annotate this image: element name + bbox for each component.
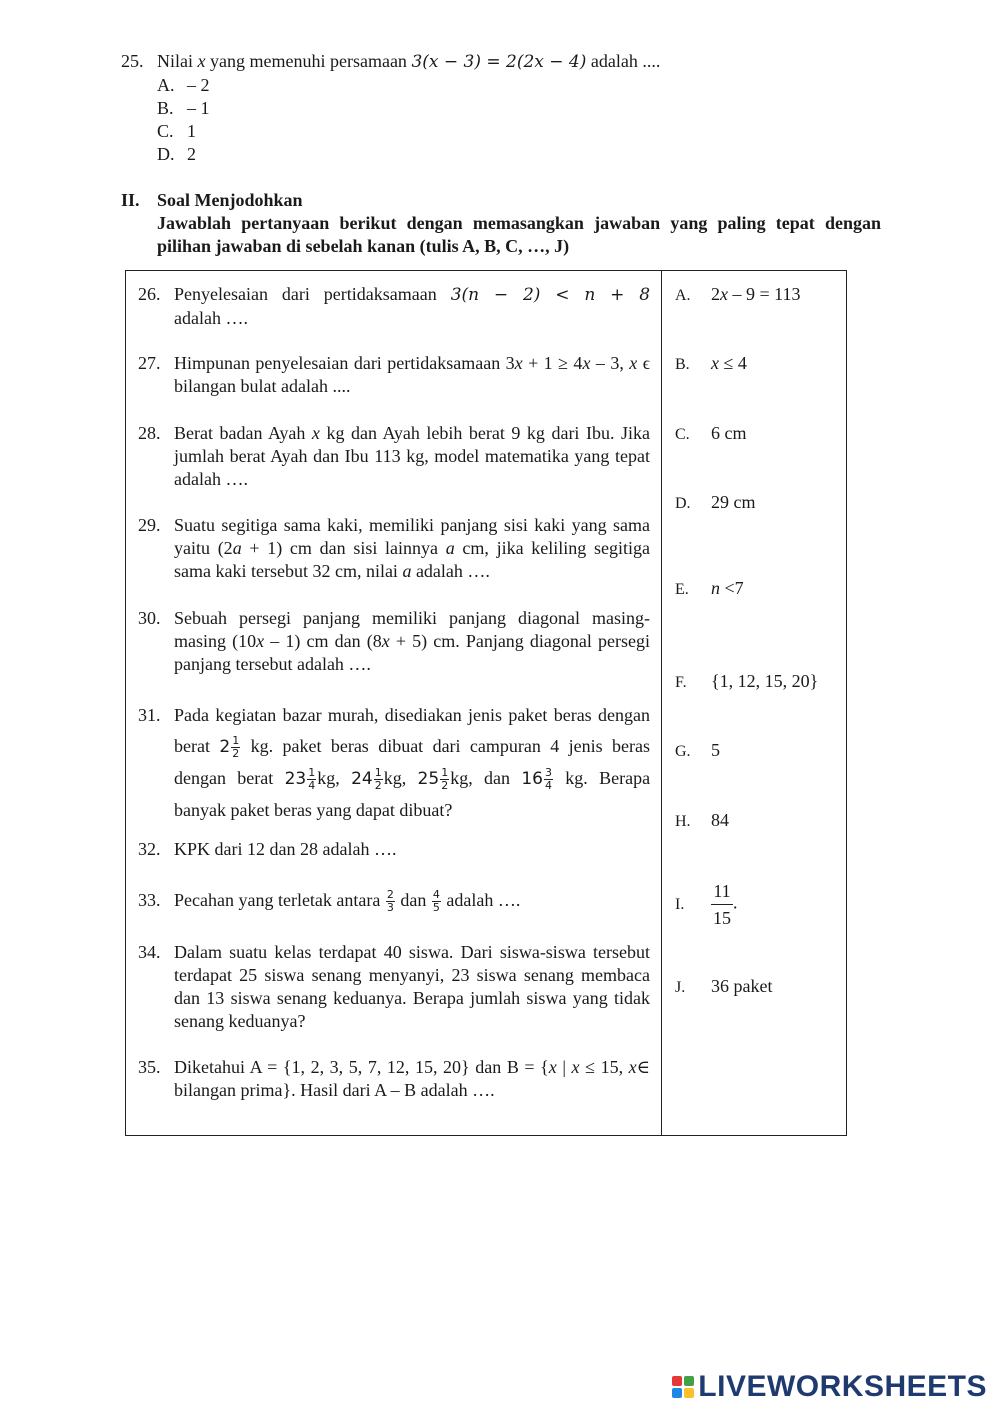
option-b[interactable]: B. – 1 [157,98,210,118]
mixed-fraction: 2 $\frac{1}{2}$ [219,734,240,761]
question-31: 31. Pada kegiatan bazar murah, disediakan jenis paket beras dengan berat 2 $\frac{1}{2}$ kg. paket beras dibuat dari campuran 4 jenis beras dengan berat 23 $\frac{1}{4}$ kg, 24 $\frac{1}{2}$ kg, 25 $\frac{1}{2}$ kg, dan 16 $\frac{3}{4}$ kg. Berapa banyak paket beras yang dapat dibuat? [138,705,651,820]
question-25 [121,50,881,166]
question-35: 35. Diketahui A = {1, 2, 3, 5, 7, 12, 15, 20} dan B = {x | x ≤ 15, x∈ bilangan prima}. Hasil dari A – B adalah …. [138,1057,650,1100]
option-c[interactable]: C. 1 [157,121,196,141]
question-32: 32. KPK dari 12 dan 28 adalah …. [138,839,397,859]
question-25-stem: 25. Nilai x yang memenuhi persamaan 3(x − 3) = 2(2x − 4) adalah .... [121,51,661,72]
answer-h[interactable]: H. 84 [675,810,729,830]
logo-square [672,1388,682,1398]
section-instruction: Jawablah pertanyaan berikut dengan memasangkan jawaban yang paling tepat dengan pilihan jawaban di sebelah kanan (tulis A, B, C, …, J) [157,213,881,256]
answer-j[interactable]: J. 36 paket [675,976,773,996]
table-divider [661,270,662,1136]
answer-a[interactable]: A. 2x – 9 = 113 [675,284,801,304]
mixed-fraction: 16 $\frac{3}{4}$ [521,766,552,793]
question-27: 27. Himpunan penyelesaian dari pertidaksamaan 3x + 1 ≥ 4x – 3, x ϵ bilangan bulat adalah .... [138,353,650,396]
logo-square [684,1388,694,1398]
question-26: 26. Penyelesaian dari pertidaksamaan 3(n − 2) < n + 8 adalah …. [138,284,651,328]
fraction: $\frac{2}{3}$ [386,888,394,915]
logo-mark-icon [672,1376,694,1398]
section-2 [121,189,881,258]
answer-d[interactable]: D. 29 cm [675,492,756,512]
fraction: $\frac{4}{5}$ [432,888,440,915]
inequality: 3(n − 2) < n + 8 [450,285,651,305]
question-29: 29. Suatu segitiga sama kaki, memiliki panjang sisi kaki yang sama yaitu (2a + 1) cm dan sisi lainnya a cm, jika keliling segitiga sama kaki tersebut 32 cm, nilai a adalah …. [138,515,650,581]
logo-square [684,1376,694,1386]
answer-g[interactable]: G. 5 [675,740,720,760]
answer-f[interactable]: F. {1, 12, 15, 20} [675,671,819,691]
question-33: 33. Pecahan yang terletak antara $\frac{2}{3}$ dan $\frac{4}{5}$ adalah …. [138,888,521,915]
equation: 3(x − 3) = 2(2x − 4) [411,52,587,72]
logo-text: LIVEWORKSHEETS [698,1370,987,1403]
fraction: $\frac{11}{15}$ [711,878,733,931]
mixed-fraction: 25 $\frac{1}{2}$ [417,766,449,793]
liveworksheets-logo[interactable] [672,1370,987,1404]
option-a[interactable]: A. – 2 [157,75,210,95]
question-34: 34. Dalam suatu kelas terdapat 40 siswa. Dari siswa-siswa tersebut terdapat 25 siswa senang menyanyi, 23 siswa senang membaca dan 13 siswa senang keduanya. Berapa jumlah siswa yang tidak senang keduanya? [138,942,650,1031]
mixed-fraction: 24 $\frac{1}{2}$ [351,766,382,793]
logo-square [672,1376,682,1386]
question-28: 28. Berat badan Ayah x kg dan Ayah lebih berat 9 kg dari Ibu. Jika jumlah berat Ayah dan Ibu 113 kg, model matematika yang tepat adalah …. [138,423,650,489]
option-d[interactable]: D. 2 [157,144,196,164]
question-number: 25. [121,51,144,71]
answer-c[interactable]: C. 6 cm [675,423,747,443]
answer-i[interactable]: I. $\frac{11}{15}$ . [675,878,845,931]
answer-b[interactable]: B. x ≤ 4 [675,353,747,373]
section-title: II. Soal Menjodohkan [121,190,303,210]
answer-e[interactable]: E. n ˂7 [675,578,744,598]
mixed-fraction: 23 $\frac{1}{4}$ [284,766,316,793]
question-30: 30. Sebuah persegi panjang memiliki panjang diagonal masing-masing (10x – 1) cm dan (8x + 5) cm. Panjang diagonal persegi panjang tersebut adalah …. [138,608,651,674]
